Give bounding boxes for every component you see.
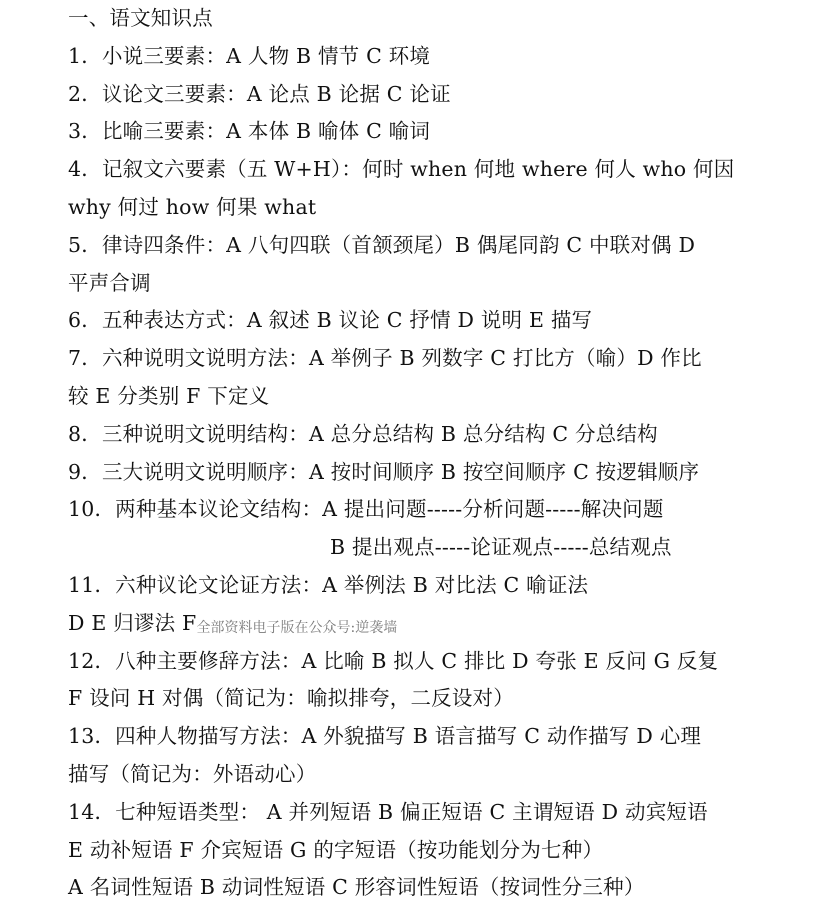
text-line-11: 11．六种议论文论证方法：A 举例法 B 对比法 C 喻证法 [68,572,589,597]
text-line-11-cont [68,605,748,643]
watermark-text: 全部资料电子版在公众号:逆袭墙 [196,619,398,636]
text-line-12: 12．八种主要修辞方法：A 比喻 B 拟人 C 排比 D 夸张 E 反问 G 反复 [68,648,719,673]
text-line-10: 10．两种基本议论文结构：A 提出问题-----分析问题-----解决问题 [68,497,664,522]
text-line-1: 1．小说三要素：A 人物 B 情节 C 环境 [68,43,431,68]
text-line-11-cont-text: D E 归谬法 F [68,610,197,635]
text-line-9: 9．三大说明文说明顺序：A 按时间顺序 B 按空间顺序 C 按逻辑顺序 [68,459,700,484]
document-body [68,0,748,907]
section-heading: 一、语文知识点 [68,6,213,30]
text-line-4: 4．记叙文六要素（五 W+H）：何时 when 何地 where 何人 who 何因 [68,157,735,182]
text-line-7-cont: 较 E 分类别 F 下定义 [68,383,270,408]
text-line-14-cont2: A 名词性短语 B 动词性短语 C 形容词性短语（按词性分三种） [68,875,645,900]
text-line-13-cont: 描写（简记为：外语动心） [68,761,317,786]
text-line-2: 2．议论文三要素：A 论点 B 论据 C 论证 [68,81,451,106]
text-line-12-cont: F 设问 H 对偶（简记为：喻拟排夸，二反设对） [68,686,514,711]
text-line-7: 7．六种说明文说明方法：A 举例子 B 列数字 C 打比方（喻）D 作比 [68,346,702,371]
text-line-3: 3．比喻三要素：A 本体 B 喻体 C 喻词 [68,119,431,144]
text-line-5-cont: 平声合调 [68,270,151,295]
text-line-14: 14．七种短语类型： A 并列短语 B 偏正短语 C 主谓短语 D 动宾短语 [68,799,708,824]
text-line-6: 6．五种表达方式：A 叙述 B 议论 C 抒情 D 说明 E 描写 [68,308,593,333]
text-line-4-cont: why 何过 how 何果 what [68,194,317,219]
text-line-13: 13．四种人物描写方法：A 外貌描写 B 语言描写 C 动作描写 D 心理 [68,724,702,749]
text-line-14-cont: E 动补短语 F 介宾短语 G 的字短语（按功能划分为七种） [68,837,604,862]
text-line-5: 5．律诗四条件：A 八句四联（首颔颈尾）B 偶尾同韵 C 中联对偶 D [68,232,696,257]
text-line-8: 8．三种说明文说明结构：A 总分总结构 B 总分结构 C 分总结构 [68,421,658,446]
text-line-10-b: B 提出观点-----论证观点-----总结观点 [330,535,672,560]
